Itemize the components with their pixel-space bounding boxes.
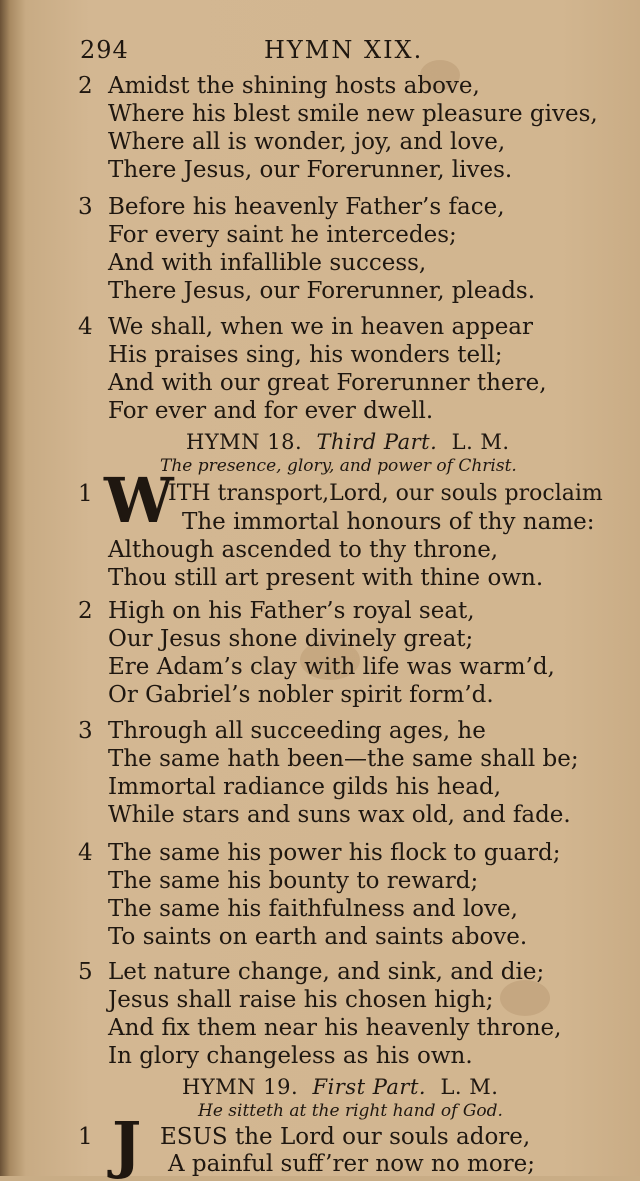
verse-line: ITH transport,Lord, our souls proclaim [168, 481, 603, 506]
verse-line: The same his power his flock to guard; [108, 840, 561, 866]
verse-line: His praises sing, his wonders tell; [108, 342, 503, 368]
verse-line: Ere Adam’s clay with life was warm’d, [108, 654, 555, 680]
verse-line: And with our great Forerunner there, [108, 370, 547, 396]
hymn-meter: L. M. [440, 1075, 499, 1099]
verse-line: In glory changeless as his own. [108, 1043, 473, 1069]
verse-line: We shall, when we in heaven appear [108, 314, 534, 340]
verse-line: While stars and suns wax old, and fade. [108, 802, 571, 828]
running-head: HYMN XIX. [264, 36, 424, 64]
verse-line: The immortal honours of thy name: [182, 509, 595, 535]
verse-line: And with infallible success, [108, 250, 427, 276]
hymn-title: HYMN 18. [186, 430, 303, 454]
verse-number: 3 [78, 194, 93, 220]
verse-line: There Jesus, our Forerunner, lives. [108, 157, 513, 183]
drop-cap: W [104, 464, 174, 537]
verse-line: And fix them near his heavenly throne, [108, 1015, 562, 1041]
hymn-subtitle: The presence, glory, and power of Christ. [160, 456, 517, 476]
verse-line: Where his blest smile new pleasure gives, [108, 101, 598, 127]
verse-line: Where all is wonder, joy, and love, [108, 129, 506, 155]
verse-line: To saints on earth and saints above. [108, 924, 528, 950]
hymn-subtitle: He sitteth at the right hand of God. [198, 1101, 503, 1121]
verse-number: 5 [78, 959, 93, 985]
verse-line: There Jesus, our Forerunner, pleads. [108, 278, 536, 304]
verse-number: 2 [78, 598, 93, 624]
hymn-heading [186, 430, 510, 454]
verse-number: 4 [78, 314, 93, 340]
hymn-meter: L. M. [451, 430, 510, 454]
page-number: 294 [80, 36, 129, 64]
verse-number: 4 [78, 840, 93, 866]
verse-line: For every saint he intercedes; [108, 222, 457, 248]
verse-line: For ever and for ever dwell. [108, 398, 434, 424]
hymn-heading [182, 1075, 498, 1099]
verse-line: The same his bounty to reward; [108, 868, 479, 894]
verse-line: Although ascended to thy throne, [108, 537, 499, 563]
verse-line: Or Gabriel’s nobler spirit form’d. [108, 682, 494, 708]
hymn-part: First Part. [312, 1075, 427, 1099]
verse-number: 2 [78, 73, 93, 99]
verse-line: Amidst the shining hosts above, [108, 73, 480, 99]
verse-line: The same his faithfulness and love, [108, 896, 518, 922]
verse-line: Thou still art present with thine own. [108, 565, 544, 591]
verse-line: Through all succeeding ages, he [108, 718, 486, 744]
verse-number: 1 [78, 1124, 93, 1150]
verse-number: 1 [78, 481, 93, 507]
drop-cap: J [112, 1108, 142, 1181]
verse-line: ESUS the Lord our souls adore, [160, 1124, 531, 1150]
verse-line: The same hath been—the same shall be; [108, 746, 579, 772]
verse-line: A painful suff’rer now no more; [168, 1151, 536, 1177]
verse-line: Let nature change, and sink, and die; [108, 959, 545, 985]
verse-line: Before his heavenly Father’s face, [108, 194, 505, 220]
verse-line: High on his Father’s royal seat, [108, 598, 475, 624]
verse-line: Our Jesus shone divinely great; [108, 626, 474, 652]
verse-line: Jesus shall raise his chosen high; [108, 987, 494, 1013]
page-header [80, 36, 520, 70]
verse-line: Immortal radiance gilds his head, [108, 774, 502, 800]
hymn-title: HYMN 19. [182, 1075, 299, 1099]
hymn-part: Third Part. [316, 430, 438, 454]
verse-number: 3 [78, 718, 93, 744]
